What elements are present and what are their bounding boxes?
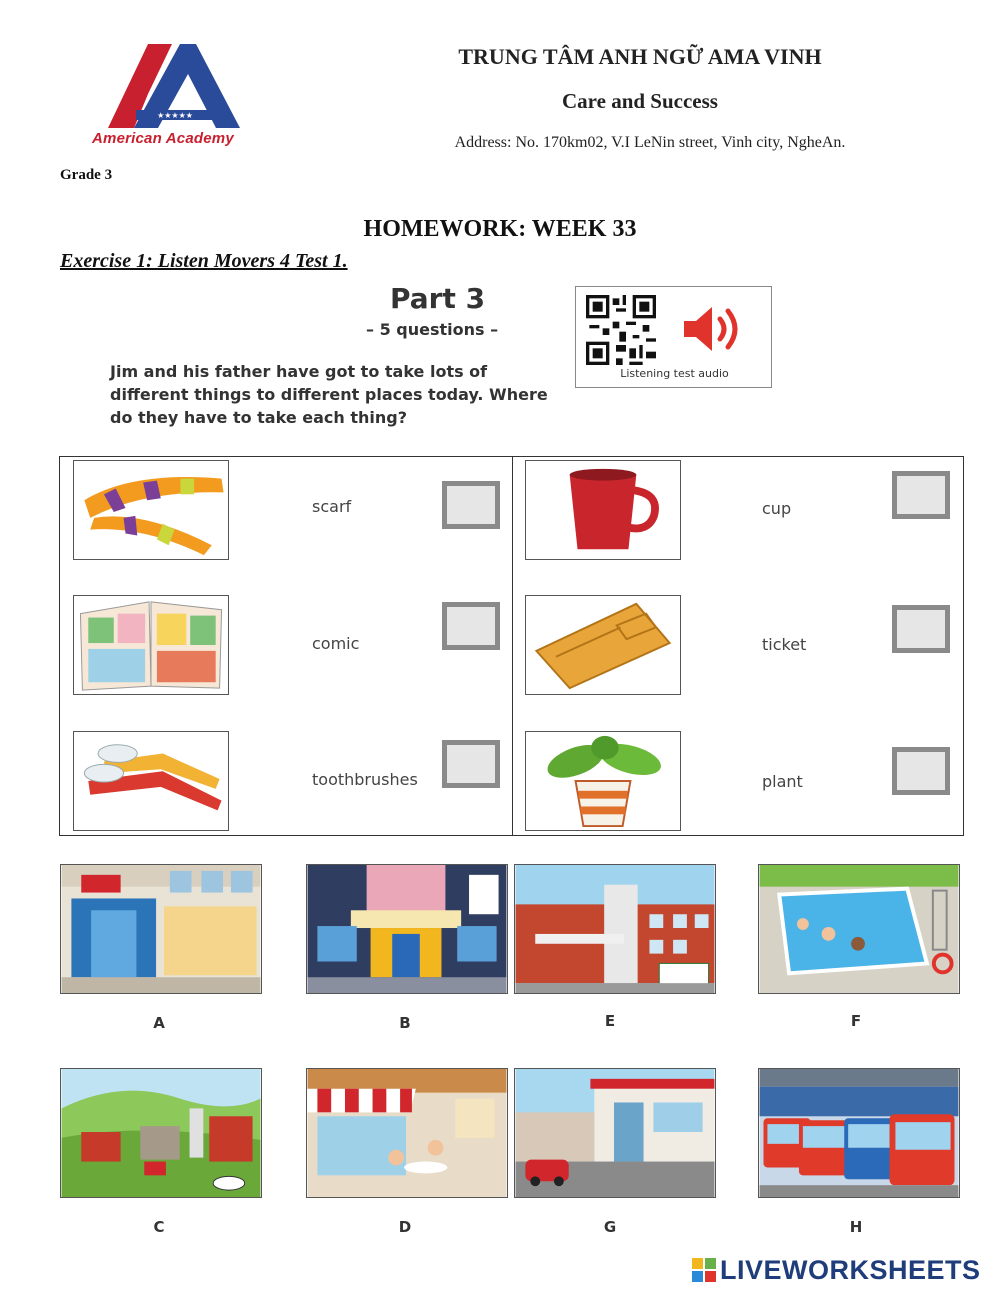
item-label-scarf: scarf <box>312 497 352 516</box>
item-label-comic: comic <box>312 634 360 653</box>
plant-icon <box>526 732 680 830</box>
comic-icon <box>74 596 228 694</box>
part-title: Part 3 <box>390 282 486 315</box>
part-instructions: Jim and his father have got to take lots of different things to different places today. Where do they have to take each thing? <box>110 362 548 427</box>
place-letter-g: G <box>603 1218 617 1236</box>
cinema-icon <box>307 865 507 993</box>
part-subtitle: – 5 questions – <box>366 320 499 339</box>
place-letter-d: D <box>398 1218 412 1236</box>
answer-box-cup[interactable] <box>892 471 950 519</box>
item-label-plant: plant <box>762 772 803 791</box>
scarf-picture <box>73 460 229 560</box>
liveworksheets-icon <box>692 1258 716 1282</box>
items-grid <box>59 456 964 836</box>
liveworksheets-logo[interactable] <box>692 1254 981 1286</box>
place-picture-b <box>306 864 508 994</box>
place-picture-e <box>514 864 716 994</box>
grade-label: Grade 3 <box>60 167 113 183</box>
place-letter-h: H <box>849 1218 863 1236</box>
hospital-icon <box>515 865 715 993</box>
cup-picture <box>525 460 681 560</box>
audio-player[interactable] <box>575 286 772 388</box>
comic-picture <box>73 595 229 695</box>
place-letter-e: E <box>604 1012 616 1030</box>
swimming-pool-icon <box>759 865 959 993</box>
place-picture-a <box>60 864 262 994</box>
farm-icon <box>61 1069 261 1197</box>
org-motto: Care and Success <box>562 89 718 113</box>
ticket-icon <box>526 596 680 694</box>
plant-picture <box>525 731 681 831</box>
answer-box-scarf[interactable] <box>442 481 500 529</box>
homework-title: HOMEWORK: WEEK 33 <box>363 216 637 242</box>
place-letter-c: C <box>153 1218 165 1236</box>
supermarket-icon <box>515 1069 715 1197</box>
answer-box-ticket[interactable] <box>892 605 950 653</box>
speaker-icon[interactable] <box>680 301 744 357</box>
logo-mark-icon <box>88 40 260 132</box>
place-picture-d <box>306 1068 508 1198</box>
org-title: TRUNG TÂM ANH NGỮ AMA VINH <box>458 44 822 69</box>
american-academy-logo <box>88 40 260 152</box>
place-picture-f <box>758 864 960 994</box>
item-label-cup: cup <box>762 499 792 518</box>
place-picture-g <box>514 1068 716 1198</box>
place-picture-c <box>60 1068 262 1198</box>
cup-icon <box>526 461 680 559</box>
toothbrushes-picture <box>73 731 229 831</box>
audio-label: Listening test audio <box>620 367 729 380</box>
place-letter-a: A <box>153 1014 165 1032</box>
toothbrush-icon <box>74 732 228 830</box>
place-picture-h <box>758 1068 960 1198</box>
org-address: Address: No. 170km02, V.I LeNin street, Vinh city, NgheAn. <box>454 134 846 151</box>
answer-box-plant[interactable] <box>892 747 950 795</box>
svg-text:★★★★★: ★★★★★ <box>157 111 193 120</box>
footer-brand: LIVEWORKSHEETS <box>720 1254 981 1285</box>
place-letter-f: F <box>850 1012 862 1030</box>
ticket-picture <box>525 595 681 695</box>
item-label-toothbrushes: toothbrushes <box>312 770 418 789</box>
cafe-icon <box>307 1069 507 1197</box>
qr-code-icon <box>584 295 658 365</box>
answer-box-toothbrushes[interactable] <box>442 740 500 788</box>
grid-divider <box>512 457 513 835</box>
bus-station-icon <box>759 1069 959 1197</box>
answer-box-comic[interactable] <box>442 602 500 650</box>
logo-text: American Academy <box>92 130 234 147</box>
exercise-title: Exercise 1: Listen Movers 4 Test 1. <box>60 250 348 272</box>
place-letter-b: B <box>399 1014 411 1032</box>
scarf-icon <box>74 461 228 559</box>
item-label-ticket: ticket <box>762 635 807 654</box>
bookshop-icon <box>61 865 261 993</box>
